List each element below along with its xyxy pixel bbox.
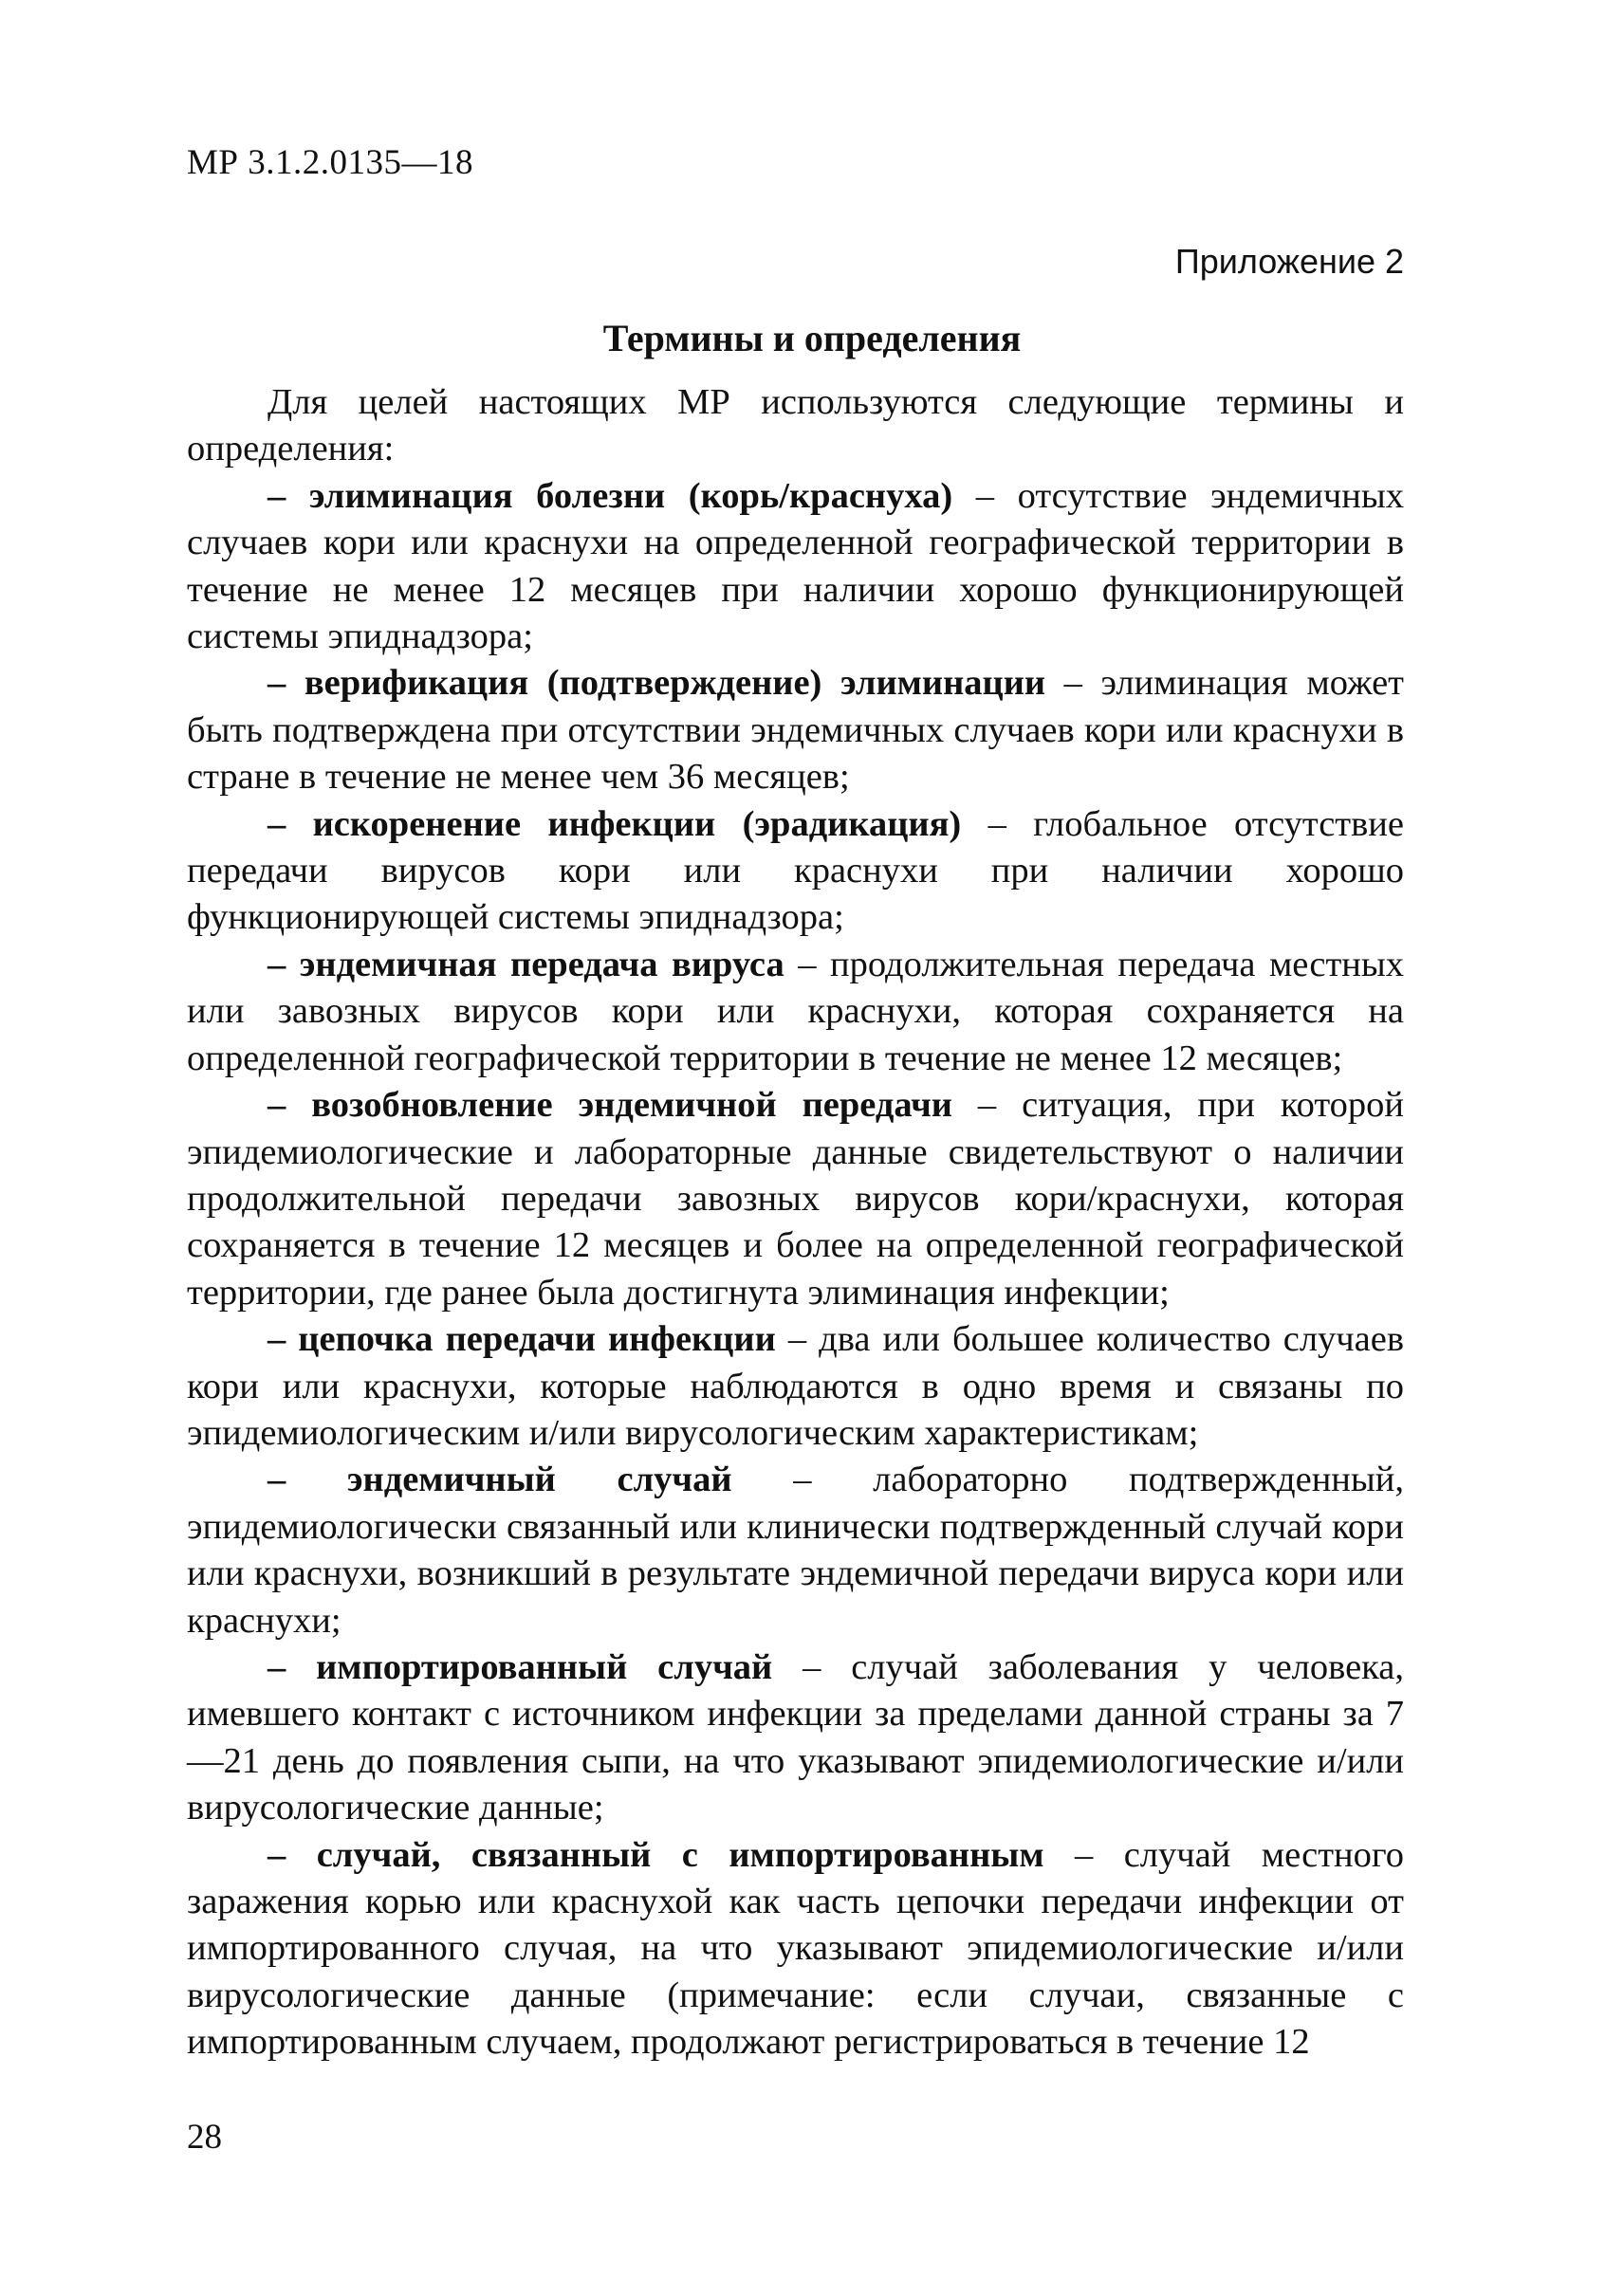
definition-text: – продолжительная передача местных или завозных вирусов кори или краснухи, которая сохраняется на определенной географической территории в течение не менее 12 месяцев;	[187, 944, 1404, 1078]
definition-paragraph	[187, 1082, 1404, 1316]
page-number: 28	[187, 2118, 222, 2157]
definition-term: – импортированный случай	[268, 1646, 773, 1687]
definition-paragraph	[187, 473, 1404, 661]
definition-text: – два или большее количество случаев кори или краснухи, которые наблюдаются в одно время и связаны по эпидемиологическим и/или вирусологическим характеристикам;	[187, 1319, 1404, 1453]
definition-paragraph	[187, 660, 1404, 800]
definition-term: – искоренение инфекции (эрадикация)	[268, 803, 962, 844]
definition-paragraph	[187, 1832, 1404, 2066]
definition-paragraph	[187, 801, 1404, 942]
document-code: МР 3.1.2.0135—18	[187, 143, 473, 182]
definition-text: – случай заболевания у человека, имевшего контакт с источником инфекции за пределами данной страны за 7—21 день до появления сыпи, на что указывают эпидемиологические и/или вирусологические данные;	[187, 1646, 1404, 1828]
definition-term: – цепочка передачи инфекции	[268, 1319, 776, 1360]
definition-text: – отсутствие эндемичных случаев кори или краснухи на определенной географической территории в течение не менее 12 месяцев при наличии хорошо функционирующей системы эпиднадзора;	[187, 475, 1404, 657]
definition-text: – ситуация, при которой эпидемиологические и лабораторные данные свидетельствуют о наличии продолжительной передачи завозных вирусов кори/краснухи, которая сохраняется в течение 12 месяцев и более на определенной географической территории, где ранее была достигнута элиминация инфекции;	[187, 1085, 1404, 1313]
document-body	[187, 379, 1404, 2066]
definition-term: – случай, связанный с импортированным	[268, 1834, 1044, 1875]
definition-paragraph	[187, 942, 1404, 1082]
intro-paragraph: Для целей настоящих МР используются следующие термины и определения:	[187, 382, 1404, 469]
page-title: Термины и определения	[602, 317, 1022, 359]
definition-paragraph	[187, 1644, 1404, 1832]
definition-paragraph	[187, 1316, 1404, 1457]
definition-term: – эндемичная передача вируса	[268, 944, 784, 984]
definition-term: – эндемичный случай	[268, 1460, 732, 1500]
definition-text: – глобальное отсутствие передачи вирусов кори или краснухи при наличии хорошо функционирующей системы эпиднадзора;	[187, 803, 1404, 938]
definition-text: – элиминация может быть подтверждена при отсутствии эндемичных случаев кори или краснухи в стране в течение не менее чем 36 месяцев;	[187, 663, 1404, 798]
definition-paragraph	[187, 1457, 1404, 1644]
definition-text: – случай местного заражения корью или краснухой как часть цепочки передачи инфекции от импортированного случая, на что указывают эпидемиологические и/или вирусологические данные (примечание: если случаи, связанные с импортированным случаем, продолжают регистрироваться в течение 12	[187, 1834, 1404, 2063]
definition-term: – верификация (подтверждение) элиминации	[268, 663, 1046, 704]
definition-term: – возобновление эндемичной передачи	[268, 1085, 952, 1126]
definition-term: – элиминация болезни (корь/краснуха)	[268, 475, 953, 516]
definition-text: – лабораторно подтвержденный, эпидемиологически связанный или клинически подтвержденный случай кори или краснухи, возникший в результате эндемичной передачи вируса кори или краснухи;	[187, 1460, 1405, 1641]
appendix-label: Приложение 2	[1174, 242, 1404, 281]
